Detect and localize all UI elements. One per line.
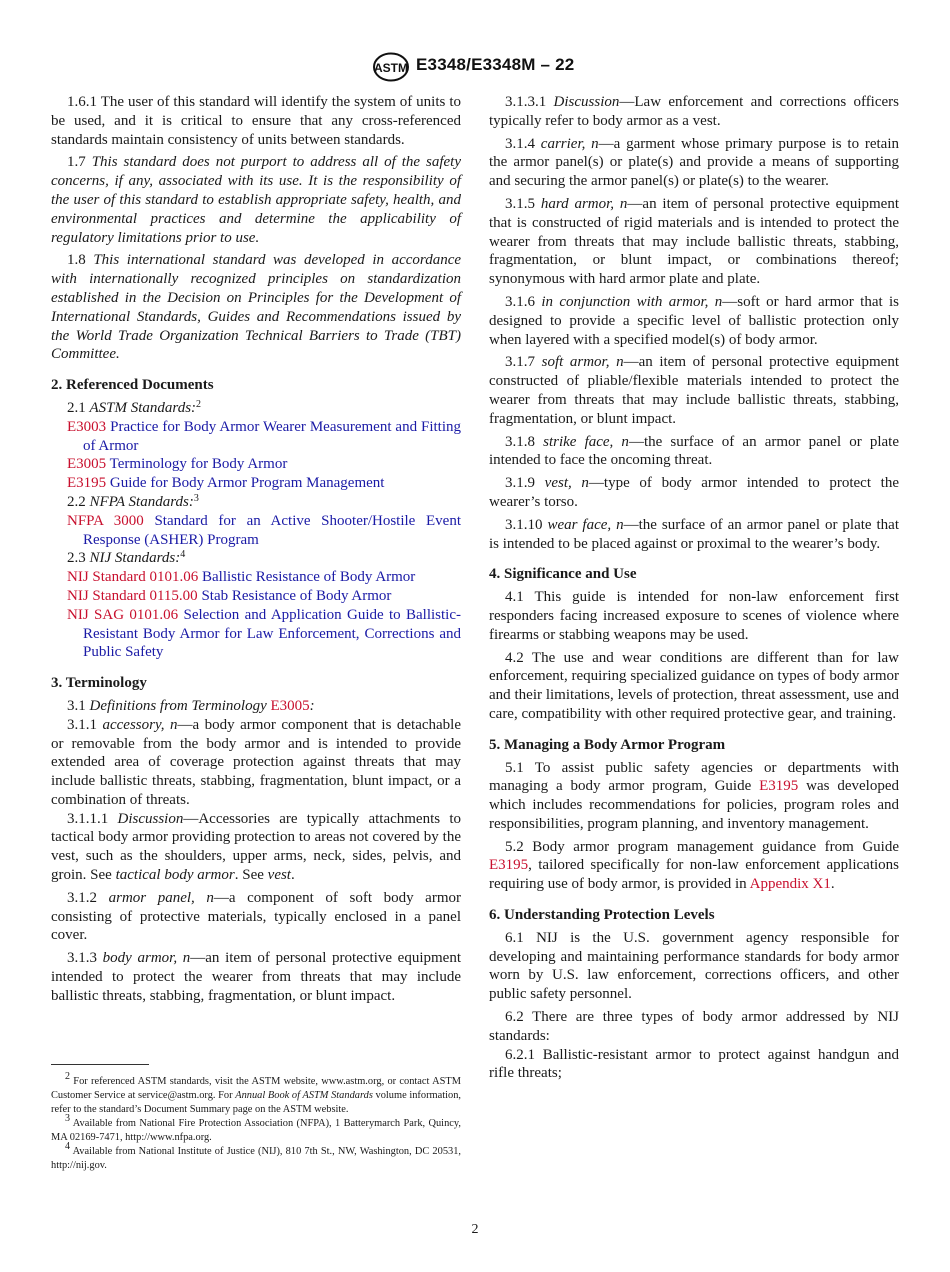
para-5-2: 5.2 Body armor program management guidance from Guide E3195, tailored specifically for non-law enforcement applications requiring use of body armor, is provided in Appendix X1. xyxy=(489,838,899,893)
footnote-3: $^3$ Available from National Fire Protection Association (NFPA), 1 Batterymarch Park, Quincy, MA 02169-7471, http://www.nfpa.org. xyxy=(51,1113,461,1143)
para-6-2-1: 6.2.1 Ballistic-resistant armor to protect against handgun and rifle threats; xyxy=(489,1046,899,1082)
para-6-1: 6.1 NIJ is the U.S. government agency responsible for developing and maintaining performance standards for body armor worn by U.S. law enforcement, corrections officers, and other public safety personnel. xyxy=(489,929,899,1003)
para-1-7: 1.7 This standard does not purport to address all of the safety concerns, if any, associated with its use. It is the responsibility of the user of this standard to establish appropriate safety, health, and environmental practices and determine the applicability of regulatory limitations prior to use. xyxy=(51,154,462,246)
para-3-1-2: 3.1.2 armor panel, n—a component of soft body armor consisting of protective materials, typically enclosed in a panel cover. xyxy=(51,889,461,944)
section-heading-5: 5. Managing a Body Armor Program xyxy=(489,736,726,753)
para-3-1-1: 3.1.1 accessory, n—a body armor component that is detachable or removable from the body armor and is intended to provide extended area of coverage protection against threats that may include ballistic threats, stabbing, fragmentation, blunt impact, or a combination of threats. xyxy=(51,716,461,808)
ref-nij-sag[interactable]: NIJ SAG 0101.06 Selection and Application Guide to Ballistic-Resistant Body Armor for Law Enforcement, Corrections and Public Safety xyxy=(67,606,462,661)
para-5-1: 5.1 To assist public safety agencies or departments with managing a body armor program, Guide E3195 was developed which includes recommendations for policies, program roles and responsibilities, program planning, and inventory management. xyxy=(489,759,899,832)
subhead-3-1: 3.1 Definitions from Terminology E3005: xyxy=(67,697,315,714)
section-heading-3: 3. Terminology xyxy=(51,675,147,692)
para-3-1-5: 3.1.5 hard armor, n—an item of personal protective equipment that is constructed of rigid materials and is intended to protect the wearer from threats that may include ballistic threats, stabbing, fragmentation, or blunt impact, or combinations thereof; synonymous with hard armor plate and plate. xyxy=(489,195,900,288)
link-appendix-x1[interactable]: Appendix X1 xyxy=(749,876,831,893)
footnotes xyxy=(51,1071,462,1173)
ref-e3195[interactable]: E3195 Guide for Body Armor Program Management xyxy=(67,475,385,492)
link-e3005[interactable]: E3005 xyxy=(270,697,310,714)
footnote-2: $^2$ For referenced ASTM standards, visit the ASTM website, www.astm.org, or contact ASTM Customer Service at service@astm.org. For Annual Book of ASTM Standards volume information, refer to the standard’s Document Summary page on the ASTM website. xyxy=(51,1071,461,1115)
para-3-1-3: 3.1.3 body armor, n—an item of personal protective equipment intended to protect the wearer from threats that may include ballistic threats, stabbing, fragmentation, or blunt impact. xyxy=(51,950,462,1004)
ref-e3005[interactable]: E3005 Terminology for Body Armor xyxy=(67,456,288,473)
standard-designation: E3348/E3348M – 22 xyxy=(416,55,575,74)
para-4-1: 4.1 This guide is intended for non-law enforcement first responders facing increased exposure to scenes of violence where firearms or stabbing weapons may be used. xyxy=(489,589,899,643)
link-e3195[interactable]: E3195 xyxy=(759,778,799,795)
para-3-1-10: 3.1.10 wear face, n—the surface of an armor panel or plate that is intended to be placed against or proximal to the wearer’s body. xyxy=(489,516,900,552)
ref-nfpa-3000[interactable]: NFPA 3000 Standard for an Active Shooter/Hostile Event Response (ASHER) Program xyxy=(67,512,461,548)
section-heading-4: 4. Significance and Use xyxy=(489,566,637,583)
para-6-2: 6.2 There are three types of body armor addressed by NIJ standards: xyxy=(489,1009,899,1044)
footnote-rule xyxy=(51,1064,149,1065)
page-number: 2 xyxy=(471,1222,479,1237)
para-3-1-8: 3.1.8 strike face, n—the surface of an armor panel or plate intended to face the oncoming threat. xyxy=(489,433,900,469)
para-3-1-6: 3.1.6 in conjunction with armor, n—soft or hard armor that is designed to provide a specific level of ballistic protection only when layered with a specified model(s) of body armor. xyxy=(489,293,900,348)
para-3-1-9: 3.1.9 vest, n—type of body armor intended to protect the wearer’s torso. xyxy=(489,475,900,510)
para-3-1-4: 3.1.4 carrier, n—a garment whose primary purpose is to retain the armor panel(s) or plate(s) and provide a means of supporting and securing the armor panel(s) or plate(s) to the wearer. xyxy=(489,135,899,190)
para-3-1-7: 3.1.7 soft armor, n—an item of personal protective equipment constructed of pliable/flexible materials intended to protect the wearer from threats that may include ballistic threats, stabbing, fragmentation, or blunt impact. xyxy=(489,354,899,427)
astm-logo xyxy=(372,52,410,82)
para-3-1-3-1: 3.1.3.1 Discussion—Law enforcement and corrections officers typically refer to body armor as a vest. xyxy=(489,94,900,129)
right-column xyxy=(489,93,899,1087)
section-heading-2: 2. Referenced Documents xyxy=(51,377,214,394)
para-1-6-1: 1.6.1 The user of this standard will identify the system of units to be used, and it is critical to ensure that any cross-referenced standards maintain consistency of units between standards. xyxy=(51,94,461,148)
logo-text: ASTM xyxy=(374,61,408,75)
subhead-2-3: 2.3 NIJ Standards:$^4$ xyxy=(67,549,186,567)
page-header xyxy=(0,52,950,82)
section-heading-6: 6. Understanding Protection Levels xyxy=(489,907,715,924)
para-1-8: 1.8 This international standard was developed in accordance with internationally recognized principles on standardization established in the Decision on Principles for the Development of International Standards, Guides and Recommendations issued by the World Trade Organization Technical Barriers to Trade (TBT) Committee. xyxy=(51,252,462,363)
subhead-2-2: 2.2 NFPA Standards:$^3$ xyxy=(67,492,199,510)
ref-nij-0101[interactable]: NIJ Standard 0101.06 Ballistic Resistance of Body Armor xyxy=(67,569,416,586)
footnote-4: $^4$ Available from National Institute of Justice (NIJ), 810 7th St., NW, Washington, DC 20531, http://nij.gov. xyxy=(51,1141,462,1171)
subhead-2-1: 2.1 ASTM Standards:$^2$ xyxy=(67,398,202,416)
ref-e3003[interactable]: E3003 Practice for Body Armor Wearer Measurement and Fitting of Armor xyxy=(67,418,462,454)
para-3-1-1-1: 3.1.1.1 Discussion—Accessories are typically attachments to tactical body armor providing protection to areas not covered by the vest, such as the shoulders, upper arms, neck, sides, pelvis, and groin. See tactical body armor. See vest. xyxy=(51,810,461,884)
link-e3195-2[interactable]: E3195 xyxy=(489,857,529,874)
ref-nij-0115[interactable]: NIJ Standard 0115.00 Stab Resistance of Body Armor xyxy=(67,587,392,604)
left-column xyxy=(51,93,461,1010)
para-4-2: 4.2 The use and wear conditions are different than for law enforcement, requiring specialized guidance on types of body armor and their limitations, levels of protection, threat assessment, use and care, compatibility with other required protective gear, and training. xyxy=(489,649,899,722)
